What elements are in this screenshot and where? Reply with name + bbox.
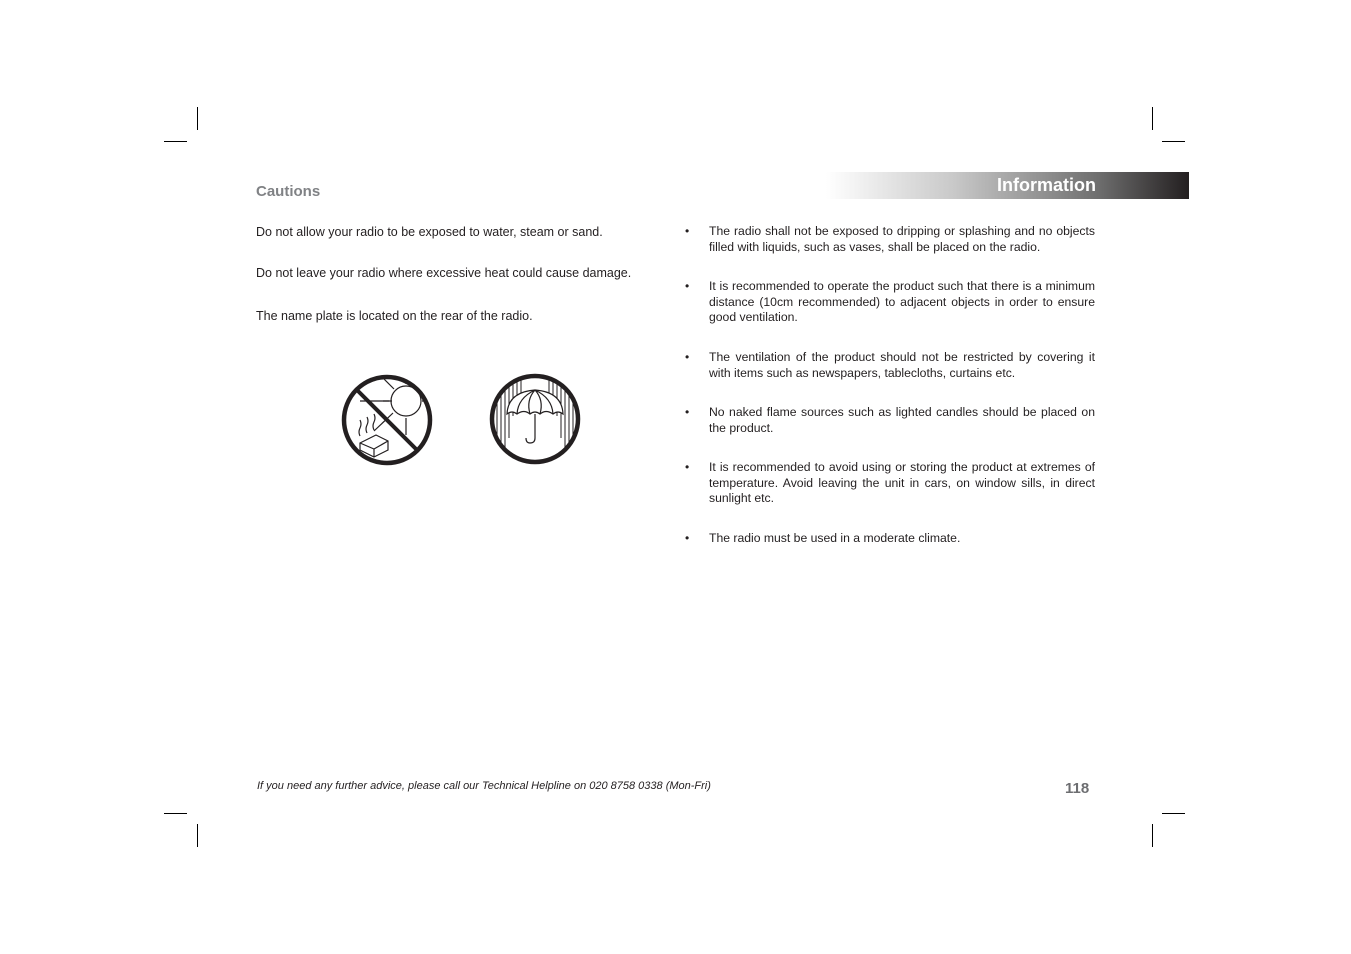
crop-mark [197, 107, 198, 130]
caution-text: Do not leave your radio where excessive heat could cause damage. [256, 266, 632, 280]
caution-text: The name plate is located on the rear of the radio. [256, 309, 533, 323]
crop-mark [1152, 824, 1153, 847]
crop-mark [164, 813, 187, 814]
crop-mark [164, 141, 187, 142]
crop-mark [197, 824, 198, 847]
crop-mark [1162, 141, 1185, 142]
bullet-text: The radio shall not be exposed to dripping or splashing and no objects filled with liquids, such as vases, shall be placed on the radio. [709, 224, 1095, 254]
bullet-symbol: • [685, 405, 690, 419]
section-title: Information [997, 175, 1096, 195]
bullet-text: It is recommended to avoid using or storing the product at extremes of temperature. Avoid leaving the unit in cars, on window sills, in direct sunlight etc. [709, 460, 1095, 505]
crop-mark [1162, 813, 1185, 814]
page-number: 118 [1065, 780, 1090, 797]
bullet-symbol: • [685, 279, 690, 293]
bullet-text: It is recommended to operate the product such that there is a minimum distance (10cm recommended) to adjacent objects in order to ensure good ventilation. [709, 279, 1095, 324]
cautions-heading: Cautions [256, 183, 321, 200]
caution-text: Do not allow your radio to be exposed to water, steam or sand. [256, 225, 603, 239]
helpline-footer-note: If you need any further advice, please call our Technical Helpline on 020 8758 0338 (Mon-Fri) [257, 780, 711, 792]
bullet-text: No naked flame sources such as lighted candles should be placed on the product. [709, 405, 1095, 435]
bullet-symbol: • [685, 350, 690, 364]
section-header-bar [826, 172, 1189, 199]
umbrella-rain-icon [488, 372, 582, 466]
bullet-text: The ventilation of the product should not be restricted by covering it with items such as newspapers, tablecloths, curtains etc. [709, 350, 1095, 380]
bullet-text: The radio must be used in a moderate climate. [709, 531, 961, 545]
bullet-symbol: • [685, 460, 690, 474]
crop-mark [1152, 107, 1153, 130]
bullet-symbol: • [685, 224, 690, 238]
no-heat-sun-icon [340, 373, 434, 467]
bullet-symbol: • [685, 531, 690, 545]
